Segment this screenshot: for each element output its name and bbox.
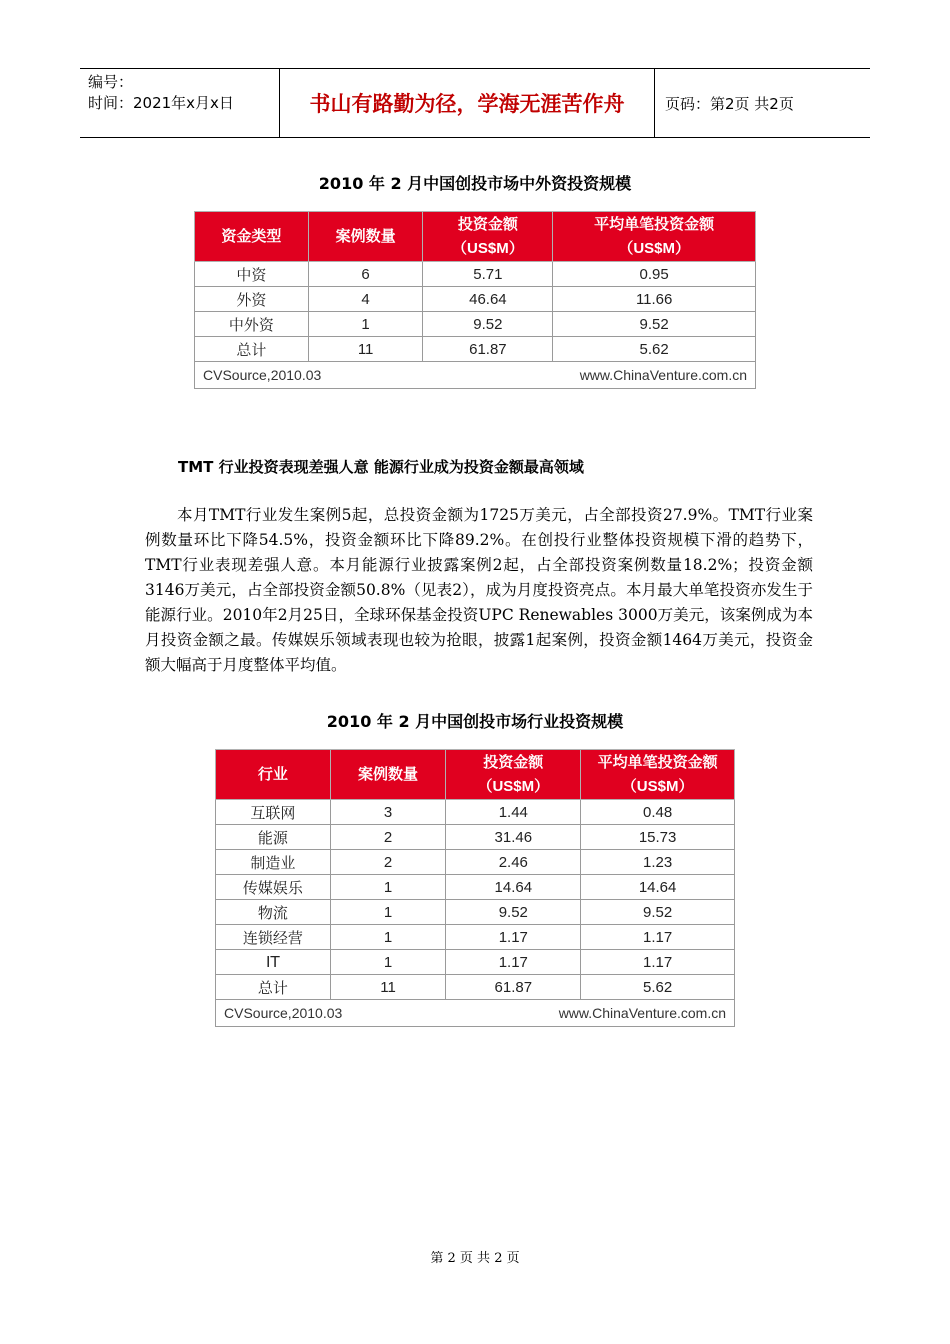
table2-header-industry: 行业 bbox=[216, 750, 331, 800]
table1-header-amount: 投资金额 （US$M） bbox=[423, 212, 553, 262]
table1-title: 2010 年 2 月中国创投市场中外资投资规模 bbox=[318, 174, 632, 193]
table2-header-row bbox=[216, 750, 735, 800]
table2-header-average: 平均单笔投资金额 （US$M） bbox=[581, 750, 735, 800]
table1-header-average: 平均单笔投资金额 （US$M） bbox=[553, 212, 756, 262]
table-row: 总计 11 61.87 5.62 bbox=[216, 975, 735, 1000]
section-heading: TMT 行业投资表现差强人意 能源行业成为投资金额最高领域 bbox=[178, 458, 584, 476]
table-row: 互联网 3 1.44 0.48 bbox=[216, 800, 735, 825]
page-footer: 第 2 页 共 2 页 bbox=[430, 1251, 520, 1266]
table1 bbox=[194, 211, 756, 389]
header-meta bbox=[80, 69, 280, 137]
table-row: 能源 2 31.46 15.73 bbox=[216, 825, 735, 850]
section-paragraph: 本月TMT行业发生案例5起，总投资金额为1725万美元，占全部投资27.9%。TMT行业案例数量环比下降54.5%，投资金额环比下降89.2%。在创投行业整体投资规模下滑的趋势下，TMT行业表现差强人意。本月能源行业披露案例2起，占全部投资案例数量18.2%；投资金额3146万美元，占全部投资金额50.8%（见表2），成为月度投资亮点。本月最大单笔投资亦发生于能源行业。2010年2月25日，全球环保基金投资UPC Renewables 3000万美元，该案例成为本月投资金额之最。传媒娱乐领域表现也较为抢眼，披露1起案例，投资金额1464万美元，投资金额大幅高于月度整体平均值。 bbox=[145, 506, 813, 674]
table-row: 外资 4 46.64 11.66 bbox=[195, 287, 756, 312]
table-row: 中外资 1 9.52 9.52 bbox=[195, 312, 756, 337]
header-time: 时间：2021年x月x日 bbox=[88, 94, 234, 112]
table2-title: 2010 年 2 月中国创投市场行业投资规模 bbox=[326, 712, 624, 731]
table-row: 中资 6 5.71 0.95 bbox=[195, 262, 756, 287]
table2 bbox=[215, 749, 735, 1027]
header-page-number: 页码：第2页 共2页 bbox=[665, 94, 794, 113]
page-header bbox=[80, 68, 870, 138]
table1-source-row bbox=[195, 362, 756, 389]
table1-source: CVSource,2010.03 bbox=[203, 367, 322, 383]
table2-header-count: 案例数量 bbox=[330, 750, 446, 800]
table-row: 制造业 2 2.46 1.23 bbox=[216, 850, 735, 875]
table2-source-url: www.ChinaVenture.com.cn bbox=[558, 1005, 726, 1021]
table1-header-row bbox=[195, 212, 756, 262]
table-row: 连锁经营 1 1.17 1.17 bbox=[216, 925, 735, 950]
table1-source-url: www.ChinaVenture.com.cn bbox=[579, 367, 747, 383]
header-number: 编号： bbox=[88, 73, 134, 91]
table-row: IT 1 1.17 1.17 bbox=[216, 950, 735, 975]
table-row: 物流 1 9.52 9.52 bbox=[216, 900, 735, 925]
table1-header-type: 资金类型 bbox=[195, 212, 309, 262]
table-row: 总计 11 61.87 5.62 bbox=[195, 337, 756, 362]
table2-source-row bbox=[216, 1000, 735, 1027]
table2-header-amount: 投资金额 （US$M） bbox=[446, 750, 581, 800]
table-row: 传媒娱乐 1 14.64 14.64 bbox=[216, 875, 735, 900]
table1-header-count: 案例数量 bbox=[308, 212, 423, 262]
header-motto: 书山有路勤为径，学海无涯苦作舟 bbox=[280, 69, 655, 137]
table2-source: CVSource,2010.03 bbox=[224, 1005, 343, 1021]
